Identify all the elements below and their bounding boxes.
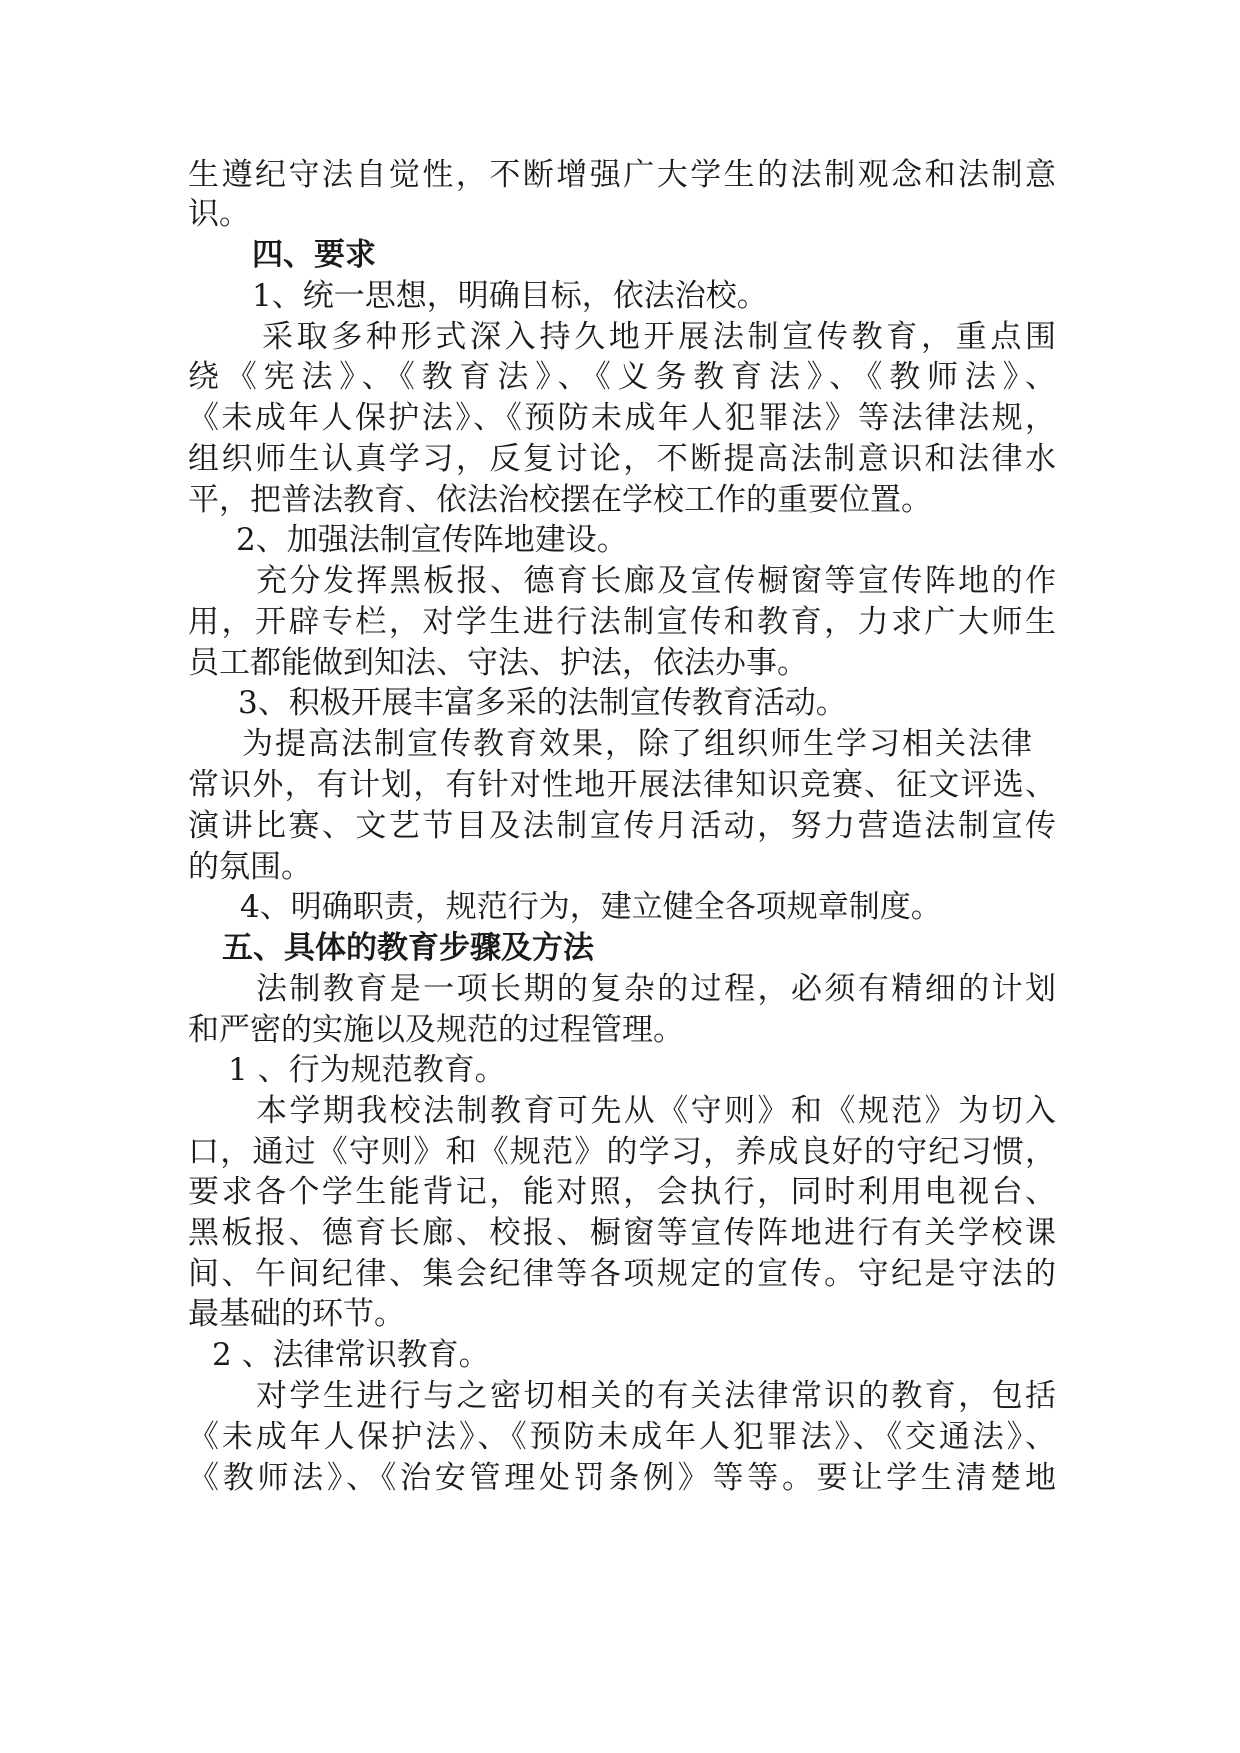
paragraph-line: 口，通过《守则》和《规范》的学习，养成良好的守纪习惯，: [188, 1134, 1056, 1170]
paragraph-line: 《教师法》、《治安管理处罚条例》等等。要让学生清楚地: [188, 1460, 1056, 1496]
paragraph-line: 采取多种形式深入持久地开展法制宣传教育，重点围: [262, 319, 1056, 355]
subheading: 2 、法律常识教育。: [212, 1337, 490, 1373]
paragraph-line: 和严密的实施以及规范的过程管理。: [188, 1012, 684, 1048]
paragraph-line: 法制教育是一项长期的复杂的过程，必须有精细的计划: [256, 971, 1056, 1007]
paragraph-line: 绕《宪法》、《教育法》、《义务教育法》、《教师法》、: [188, 359, 1056, 395]
paragraph-line: 常识外，有计划，有针对性地开展法律知识竞赛、征文评选、: [188, 767, 1056, 803]
section-heading: 五、具体的教育步骤及方法: [222, 930, 594, 966]
paragraph-line: 演讲比赛、文艺节目及法制宣传月活动，努力营造法制宣传: [188, 808, 1056, 844]
paragraph-line: 对学生进行与之密切相关的有关法律常识的教育，包括: [256, 1378, 1056, 1414]
paragraph-line: 为提高法制宣传教育效果，除了组织师生学习相关法律: [242, 726, 1032, 762]
paragraph-line: 间、午间纪律、集会纪律等各项规定的宣传。守纪是守法的: [188, 1256, 1056, 1292]
subheading: 1、统一思想，明确目标，依法治校。: [252, 278, 768, 314]
paragraph-line: 员工都能做到知法、守法、护法，依法办事。: [188, 645, 808, 681]
paragraph-line: 生遵纪守法自觉性，不断增强广大学生的法制观念和法制意: [188, 157, 1056, 193]
subheading: 2、加强法制宣传阵地建设。: [236, 522, 628, 558]
paragraph-line: 本学期我校法制教育可先从《守则》和《规范》为切入: [256, 1093, 1056, 1129]
subheading: 4、明确职责，规范行为，建立健全各项规章制度。: [240, 889, 942, 925]
paragraph-line: 充分发挥黑板报、德育长廊及宣传橱窗等宣传阵地的作: [256, 563, 1056, 599]
paragraph-line: 《未成年人保护法》、《预防未成年人犯罪法》、《交通法》、: [188, 1419, 1056, 1455]
paragraph-line: 要求各个学生能背记，能对照，会执行，同时利用电视台、: [188, 1174, 1056, 1210]
paragraph-line: 的氛围。: [188, 849, 312, 885]
paragraph-line: 《未成年人保护法》、《预防未成年人犯罪法》等法律法规，: [188, 400, 1056, 436]
section-heading: 四、要求: [252, 237, 376, 273]
paragraph-line: 识。: [188, 196, 250, 232]
subheading: 3、积极开展丰富多采的法制宣传教育活动。: [238, 685, 847, 721]
subheading: 1 、行为规范教育。: [228, 1052, 506, 1088]
paragraph-line: 组织师生认真学习，反复讨论，不断提高法制意识和法律水: [188, 441, 1056, 477]
paragraph-line: 用，开辟专栏，对学生进行法制宣传和教育，力求广大师生: [188, 604, 1056, 640]
paragraph-line: 最基础的环节。: [188, 1296, 405, 1332]
paragraph-line: 平，把普法教育、依法治校摆在学校工作的重要位置。: [188, 482, 932, 518]
paragraph-line: 黑板报、德育长廊、校报、橱窗等宣传阵地进行有关学校课: [188, 1215, 1056, 1251]
